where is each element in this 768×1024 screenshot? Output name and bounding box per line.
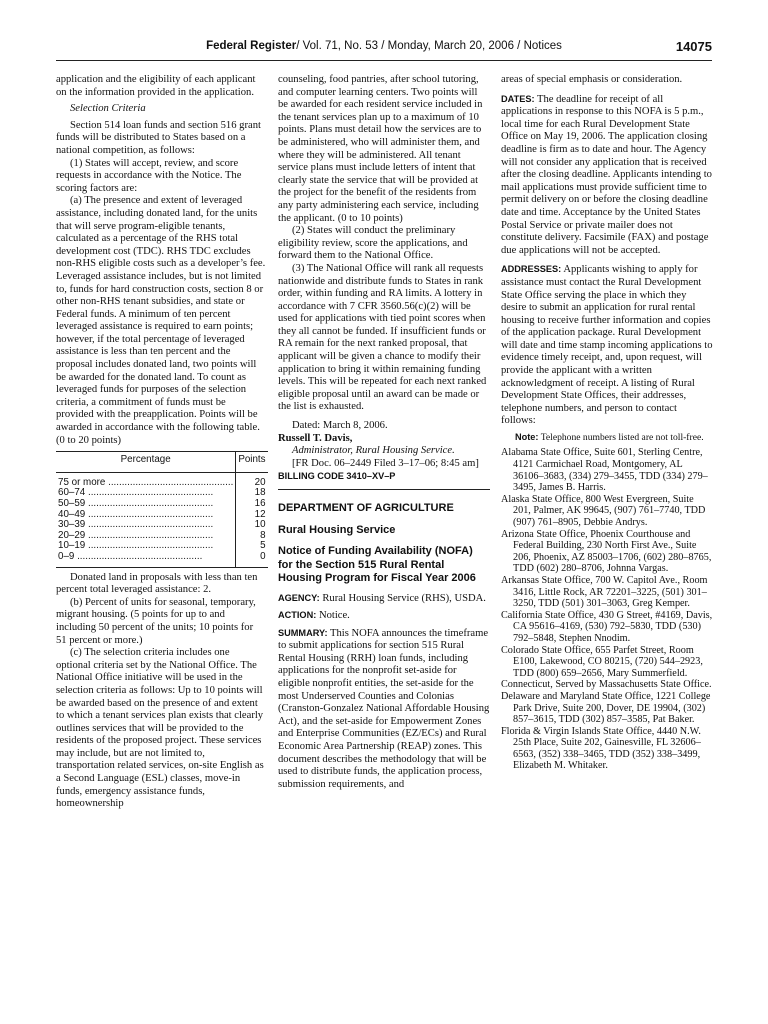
dates-label: DATES: [501, 93, 535, 104]
note-paragraph [501, 432, 713, 443]
addresses-label: ADDRESSES: [501, 264, 562, 275]
points-table [56, 451, 268, 567]
action-label: ACTION: [278, 610, 317, 621]
signer-title: Administrator, Rural Housing Service. [292, 445, 455, 457]
addresses-text: Applicants wishing to apply for assistance must contact the Rural Development State Office serving the place in which they desire to submit an application for rural rental housing to receive further information and copies of the application package. Rural Development will date and time stamp incoming applications to evidence timely receipt, and, upon request, will provide the applicant with a written acknowledgment of receipt. A listing of Rural Development State Offices, their addresses, telephone numbers, and person to contact follows: [501, 264, 713, 427]
note-label: Note: [515, 432, 539, 443]
state-office-entry: Arkansas State Office, 700 W. Capitol Ave., Room 3416, Little Rock, AR 72201–3225, (501) 301–3250, TDD (501) 301–3063, Greg Kemper. [501, 574, 708, 610]
page-number: 14075 [675, 39, 712, 54]
agency-text: Rural Housing Service (RHS), USDA. [322, 592, 486, 604]
publication-line [56, 40, 712, 52]
paragraph: areas of special emphasis or consideration. [501, 74, 683, 85]
table-row: 60–74 .............................................. 18 [58, 487, 266, 499]
state-office-entry: Delaware and Maryland State Office, 1221 College Park Drive, Suite 200, Dover, DE 19904, (302) 857–3615, TDD (302) 857–3585, Pat Baker. [501, 690, 711, 726]
range-cell: 40–49 [58, 509, 86, 520]
state-office-entry: California State Office, 430 G Street, #4169, Davis, CA 95616–4169, (530) 792–5830, TDD (530) 792–5848, Stephen Nnodim. [501, 609, 713, 644]
table-row: 40–49 .............................................. 12 [58, 508, 266, 520]
agency-line [278, 592, 490, 606]
column-3 [501, 74, 713, 772]
department-heading: DEPARTMENT OF AGRICULTURE [278, 502, 454, 514]
state-office-entry: Connecticut, Served by Massachusetts State Office. [501, 679, 712, 691]
range-cell: 20–29 [58, 530, 86, 541]
paragraph: application and the eligibility of each applicant on the information provided in the application. [56, 74, 256, 98]
paragraph: (2) States will conduct the preliminary eligibility review, score the applications, and forward them to the National Office. [278, 225, 468, 262]
action-text: Notice. [318, 610, 350, 622]
fr-doc-line: [FR Doc. 06–2449 Filed 3–17–06; 8:45 am] [292, 457, 479, 469]
points-cell: 16 [254, 498, 266, 509]
table-header-percentage: Percentage [56, 452, 236, 473]
range-cell: 50–59 [58, 499, 86, 509]
summary-paragraph [278, 627, 490, 792]
points-cell: 12 [254, 508, 266, 520]
note-text: Telephone numbers listed are not toll-free. [540, 432, 704, 444]
table-row: 20–29 .............................................. 8 [58, 529, 266, 541]
points-cell: 20 [254, 476, 266, 488]
section-heading: Selection Criteria [70, 103, 146, 115]
journal-title: Federal Register [206, 40, 297, 52]
state-office-entry: Arizona State Office, Phoenix Courthouse and Federal Building, 230 North First Ave., Suite 206, Phoenix, AZ 85003–1706, (602) 280–8765, TDD (602) 280–8706, Johnna Vargas. [501, 528, 712, 575]
points-cell: 8 [260, 529, 266, 541]
notice-title: Notice of Funding Availability (NOFA) for the Section 515 Rural Rental Housing Program for Fiscal Year 2006 [278, 545, 476, 584]
signer-name: Russell T. Davis, [278, 432, 353, 444]
summary-label: SUMMARY: [278, 627, 328, 638]
range-cell: 30–39 [58, 520, 86, 531]
page-header [56, 38, 712, 61]
range-cell: 0–9 [58, 551, 75, 562]
paragraph: (b) Percent of units for seasonal, temporary, migrant housing. (5 points for up to and including 50 percent of the units; 10 points for 51 percent or more.) [56, 596, 256, 646]
paragraph: Section 514 loan funds and section 516 grant funds will be distributed to States based on a national competition, as follows: [56, 119, 261, 156]
points-cell: 5 [260, 540, 266, 552]
agency-heading: Rural Housing Service [278, 523, 396, 536]
table-row: 0–9 .............................................. 0 [56, 552, 268, 567]
points-cell: 0 [236, 552, 268, 567]
paragraph: (a) The presence and extent of leveraged assistance, including donated land, for the units that will serve program-eligible tenants, calculated as a percentage of the RHS total development cost (TDC). RHS TDC excludes non-RHS eligible costs such as a developer’s fee. Leveraged assistance includes, but is not limited to, funds for hard construction costs, section 8 or other non-RHS tenant subsidies, and state or Federal funds. A minimum of ten percent leveraged assistance is required to earn points; however, if the total percentage of leveraged assistance is less than ten percent and the proposal includes donated land, two points will be awarded for the donated land. To count as leveraged funds for purposes of the selection criteria, a commitment of funds must be provided with the preapplication. Points will be awarded in accordance with the following table. (0 to 20 points) [56, 195, 266, 446]
paragraph: (c) The selection criteria includes one optional criteria set by the National Office. The National Office initiative will be used in the selection criteria as follows: Up to 10 points will be awarded based on the presence of and extent to which a tenant services plan exists that clearly outlines services that will be provided to the residents of the proposed project. These services may include, but are not limited to, transportation related services, on-site English as a Second Language (ESL) classes, move-in funds, emergency assistance funds, homeownership [56, 647, 264, 810]
range-cell: 60–74 [58, 488, 86, 499]
range-cell: 75 or more [58, 476, 106, 488]
table-row: 30–39 .............................................. 10 [58, 519, 266, 531]
paragraph: Donated land in proposals with less than ten percent total leveraged assistance: 2. [56, 571, 258, 596]
paragraph: counseling, food pantries, after school tutoring, and computer learning centers. Two points will be awarded for each resident service included in the tenant services plan up to a maximum of 10 points. Plans must detail how the services are to be administered, who will administer them, and where they will be administered. All tenant service plans must include letters of intent that clearly state the service that will be provided at the project for the benefit of the residents from any party administering each service, including the applicant. (0 to 10 points) [278, 74, 483, 224]
summary-text: This NOFA announces the timeframe to submit applications for section 515 Rural Rental Housing (RRH) loan funds, including applications for the nonprofit set-aside for eligible nonprofit entities, the set-aside for the most Underserved Counties and Colonias (Cranston-Gonzalez National Affordable Housing Act), and the set-aside for Empowerment Zones and Enterprise Communities (EZ/ECs) and Rural Economic Area Partnership (REAP) zones. This document describes the methodology that will be used to distribute funds, the application process, submission requirements, and [278, 627, 490, 790]
column-2 [278, 74, 490, 791]
paragraph: (1) States will accept, review, and score requests in accordance with the Notice. The scoring factors are: [56, 157, 242, 194]
table-row: 10–19 .............................................. 5 [58, 540, 266, 552]
paragraph: (3) The National Office will rank all requests nationwide and distribute funds to States in rank order, within funding and RA limits. A lottery in accordance with 7 CFR 3560.56(c)(2) will be used for applications with tied point scores when they all cannot be funded. If insufficient funds or RA remain for the next ranked proposal, that applicant will be given a chance to modify their application to bring it within remaining funding levels. This will be repeated for each next ranked eligible proposal until an award can be made or the list is exhausted. [278, 262, 487, 413]
state-office-entry: Alaska State Office, 800 West Evergreen, Suite 201, Palmer, AK 99645, (907) 761–7740, TDD (907) 761–8905, Debbie Andrys. [501, 493, 706, 528]
dates-paragraph [501, 93, 713, 258]
points-cell: 10 [254, 519, 266, 531]
table-row: 75 or more .............................................. 20 [56, 472, 268, 488]
table-header-points: Points [236, 452, 268, 473]
addresses-paragraph [501, 263, 713, 428]
dated-line: Dated: March 8, 2006. [292, 420, 388, 432]
billing-code: BILLING CODE 3410–XV–P [278, 471, 396, 482]
issue-info: / Vol. 71, No. 53 / Monday, March 20, 2006 / Notices [296, 40, 562, 52]
agency-label: AGENCY: [278, 592, 320, 603]
state-office-entry: Alabama State Office, Suite 601, Sterling Centre, 4121 Carmichael Road, Montgomery, AL 36106–3683, (334) 279–3455, TDD (334) 279–3495, James B. Harris. [501, 447, 708, 494]
state-office-entry: Colorado State Office, 655 Parfet Street, Room E100, Lakewood, CO 80215, (720) 544–2923, TDD (800) 659–2656, Mary Summerfield. [501, 644, 703, 679]
dates-text: The deadline for receipt of all applications in response to this NOFA is 5 p.m., local time for each Rural Development State Office on May 19, 2006. The application closing deadline is firm as to date and hour. The Agency will not consider any application that is received after the closing deadline. Applicants intending to mail applications must provide sufficient time to permit delivery on or before the closing deadline date and time. Acceptance by the United States Postal Service or private mailer does not constitute delivery. Facsimile (FAX) and postage due applications will not be accepted. [501, 93, 712, 256]
points-cell: 18 [254, 487, 266, 499]
state-office-entry: Florida & Virgin Islands State Office, 4440 N.W. 25th Place, Suite 202, Gainesville, FL 32606–6563, (352) 338–3465, TDD (352) 338–3499, Elizabeth M. Whitaker. [501, 725, 701, 772]
action-line [278, 609, 490, 623]
range-cell: 10–19 [58, 541, 86, 552]
table-row: 50–59 .............................................. 16 [58, 498, 266, 509]
column-1 [56, 74, 266, 811]
